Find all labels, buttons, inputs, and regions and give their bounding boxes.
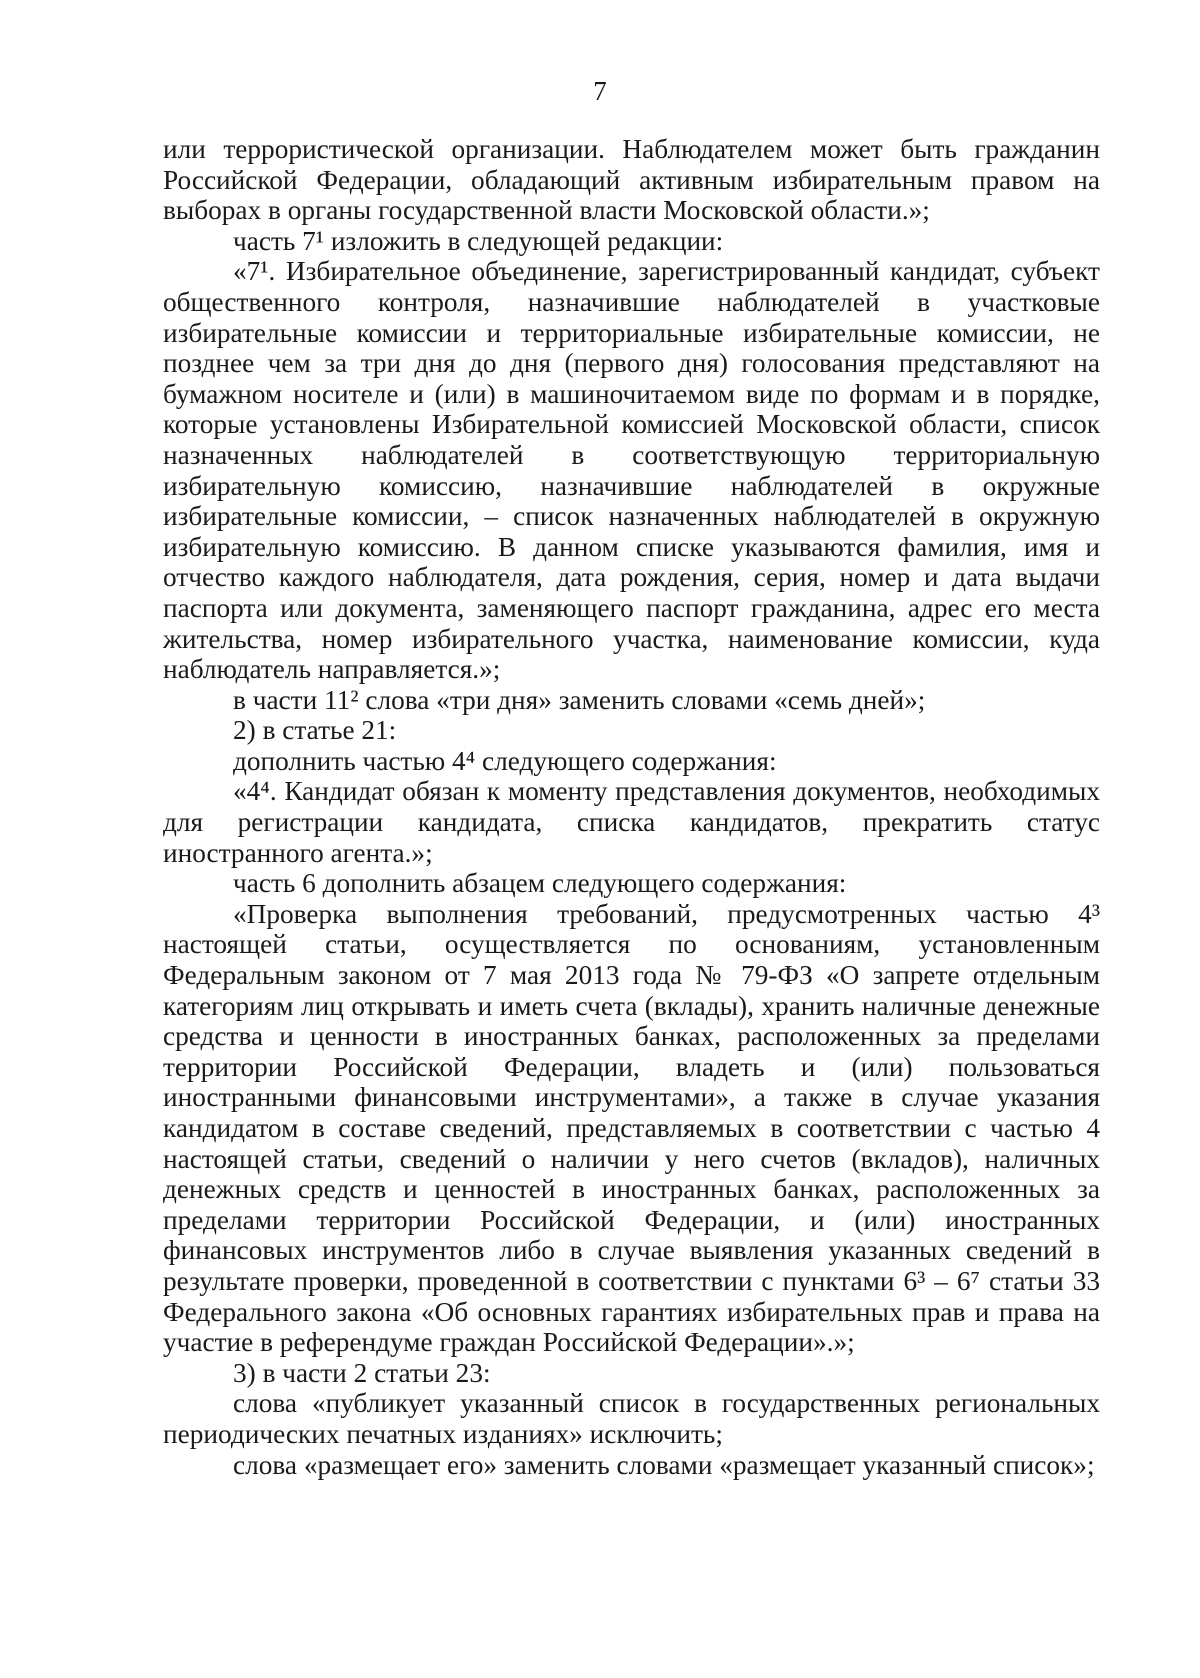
paragraph-part-6-text: «Проверка выполнения требований, предусмотренных частью 4³ настоящей статьи, осуществляется по основаниям, установленным Федеральным законом от 7 мая 2013 года № 79-ФЗ «О запрете отдельным категориям лиц открывать и иметь счета (вклады), хранить наличные денежные средства и ценности в иностранных банках, расположенных за пределами территории Российской Федерации, владеть и (или) пользоваться иностранными финансовыми инструментами», а также в случае указания кандидатом в составе сведений, представляемых в соответствии с частью 4 настоящей статьи, сведений о наличии у него счетов (вкладов), наличных денежных средств и ценностей в иностранных банках, расположенных за пределами территории Российской Федерации, и (или) иностранных финансовых инструментов либо в случае выявления указанных сведений в результате проверки, проведенной в соответствии с пунктами 6³ – 6⁷ статьи 33 Федерального закона «Об основных гарантиях избирательных прав и права на участие в референдуме граждан Российской Федерации».»; (163, 898, 1100, 1358)
paragraph-continuation: или террористической организации. Наблюдателем может быть гражданин Российской Федерации, обладающий активным избирательным правом на выборах в органы государственной власти Московской области.»; (163, 134, 1100, 226)
paragraph-part-7-1-text: «7¹. Избирательное объединение, зарегистрированный кандидат, субъект общественного контроля, назначившие наблюдателей в участковые избирательные комиссии и территориальные избирательные комиссии, не позднее чем за три дня до дня (первого дня) голосования представляют на бумажном носителе и (или) в машиночитаемом виде по формам и в порядке, которые установлены Избирательной комиссией Московской области, список назначенных наблюдателей в соответствующую территориальную избирательную комиссию, назначившие наблюдателей в окружные избирательные комиссии, – список назначенных наблюдателей в окружную избирательную комиссию. В данном списке указываются фамилия, имя и отчество каждого наблюдателя, дата рождения, серия, номер и дата выдачи паспорта или документа, заменяющего паспорт гражданина, адрес его места жительства, номер избирательного участка, наименование комиссии, куда наблюдатель направляется.»; (163, 256, 1100, 685)
document-body (163, 134, 1100, 1480)
page-number: 7 (593, 76, 607, 106)
paragraph-part-6-instruction: часть 6 дополнить абзацем следующего содержания: (233, 868, 847, 899)
paragraph-replace-words: слова «размещает его» заменить словами «размещает указанный список»; (233, 1449, 1095, 1480)
paragraph-article-23: 3) в части 2 статьи 23: (233, 1357, 491, 1388)
paragraph-part-4-4-text: «4⁴. Кандидат обязан к моменту представления документов, необходимых для регистрации кандидата, списка кандидатов, прекратить статус иностранного агента.»; (163, 776, 1100, 868)
paragraph-article-21: 2) в статье 21: (233, 715, 397, 746)
paragraph-part-7-1-instruction: часть 7¹ изложить в следующей редакции: (233, 225, 724, 256)
paragraph-part-11-2: в части 11² слова «три дня» заменить словами «семь дней»; (233, 684, 926, 715)
paragraph-add-part-4-4: дополнить частью 4⁴ следующего содержания: (233, 745, 777, 776)
paragraph-exclude-publication: слова «публикует указанный список в государственных региональных периодических печатных изданиях» исключить; (163, 1388, 1100, 1449)
